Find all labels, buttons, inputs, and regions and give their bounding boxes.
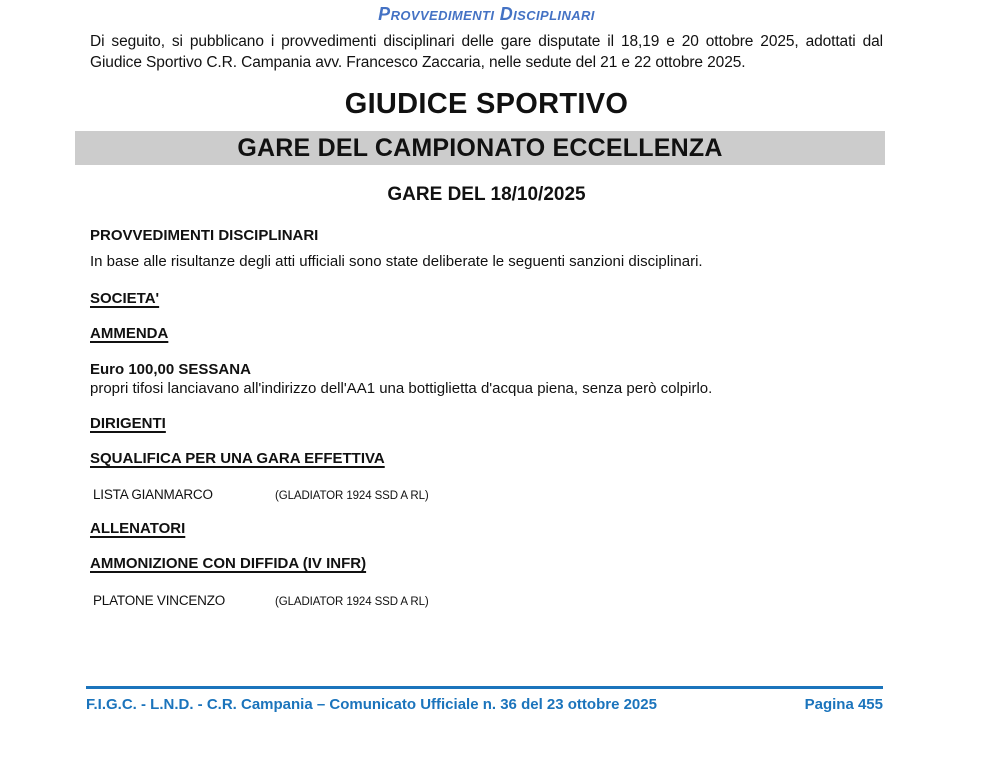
match-date-title: GARE DEL 18/10/2025 [387,184,586,205]
fine-entry [90,360,883,398]
footer-divider [86,686,883,689]
section-heading-societa: SOCIETA' [90,290,160,307]
page-footer [86,686,883,713]
section-heading-allenatori: ALLENATORI [90,520,186,537]
fine-amount: Euro 100,00 SESSANA [90,361,251,378]
page-header-title: Provvedimenti Disciplinari [378,4,595,24]
footer-text-row [86,696,883,713]
footer-page-number: Pagina 455 [804,696,883,713]
person-name: LISTA GIANMARCO [93,487,213,502]
section-heading-ammonizione: AMMONIZIONE CON DIFFIDA (IV INFR) [90,555,367,572]
provvedimenti-intro: In base alle risultanze degli atti ufficiali sono state deliberate le seguenti sanzioni disciplinari. [90,253,703,270]
intro-paragraph: Di seguito, si pubblicano i provvedimenti disciplinari delle gare disputate il 18,19 e 20 ottobre 2025, adottati dal Giudice Sportivo C.R. Campania avv. Francesco Zaccaria, nelle sedute del 21 e 22 ottobre 2025. [90,33,883,71]
document-content [90,0,883,608]
section-heading-squalifica: SQUALIFICA PER UNA GARA EFFETTIVA [90,450,385,467]
person-name: PLATONE VINCENZO [93,593,226,608]
section-heading-ammenda: AMMENDA [90,325,169,342]
footer-official-bulletin: F.I.G.C. - L.N.D. - C.R. Campania – Comunicato Ufficiale n. 36 del 23 ottobre 2025 [86,696,657,713]
fine-reason: propri tifosi lanciavano all'indirizzo dell'AA1 una bottiglietta d'acqua piena, senza però colpirlo. [90,380,713,397]
sanction-row [90,593,883,608]
person-club: (GLADIATOR 1924 SSD A RL) [275,596,429,608]
person-club: (GLADIATOR 1924 SSD A RL) [275,490,429,502]
main-title: GIUDICE SPORTIVO [344,88,629,120]
sanction-row [90,487,883,502]
provvedimenti-heading: PROVVEDIMENTI DISCIPLINARI [90,227,319,244]
section-heading-dirigenti: DIRIGENTI [90,415,166,432]
championship-banner: GARE DEL CAMPIONATO ECCELLENZA [75,131,885,165]
